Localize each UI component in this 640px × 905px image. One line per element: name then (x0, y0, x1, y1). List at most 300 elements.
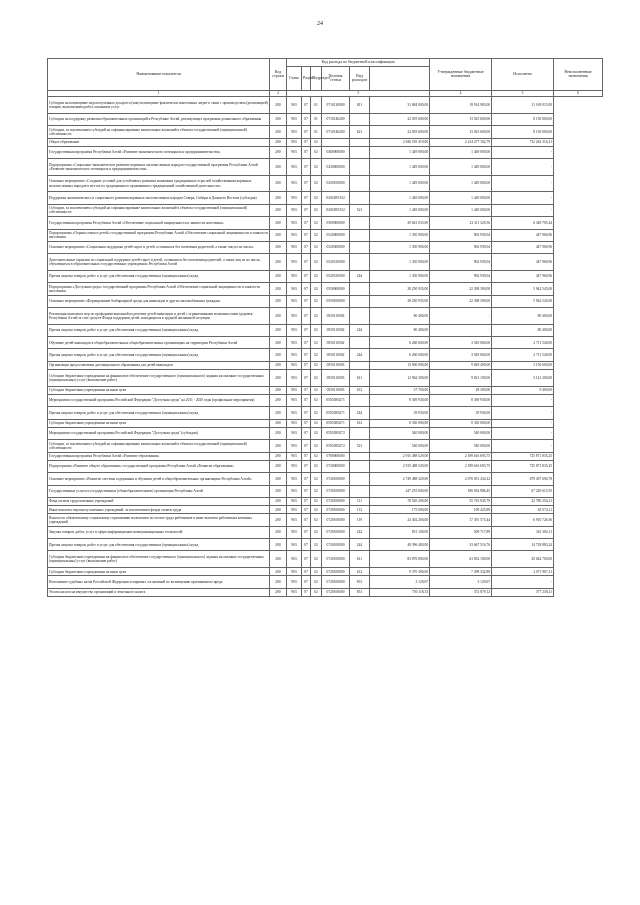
row-approved: 1 449 000,00 (370, 204, 430, 216)
row-target: 0720100000 (322, 551, 350, 568)
row-name: Государственная программа Республики Алтай «Развитие экономического потенциала и предпринимательства» (48, 146, 270, 158)
row-subsection: 02 (311, 324, 322, 336)
row-target: 0550110002 (322, 337, 350, 349)
row-unexecuted: - (492, 146, 554, 158)
row-name: Подпрограмма «Развитие общего образования» государственной программы Республики Алтай «Развитие образования» (48, 460, 270, 472)
row-executed: 2 189 616 693,75 (430, 460, 492, 472)
header-unexecuted: Неисполненные назначения (554, 59, 603, 91)
row-code: 200 (270, 576, 287, 588)
row-subsection: 02 (311, 217, 322, 229)
row-subsection: 02 (311, 473, 322, 485)
row-type: 811 (350, 97, 370, 114)
row-code: 200 (270, 386, 287, 394)
row-approved: 1 449 000,00 (370, 146, 430, 158)
row-target: 0430100000 (322, 175, 350, 192)
row-type (350, 175, 370, 192)
row-chapter: 903 (287, 159, 302, 176)
row-code: 200 (270, 407, 287, 419)
row-section: 07 (302, 204, 311, 216)
row-approved: 1 350 900,00 (370, 229, 430, 241)
row-name: Подпрограмма «Социально-экономическое развитие коренных малочисленных народов государственной программы Республики Алтай «Развитие экономического потенциала и предпринимательства» (48, 159, 270, 176)
table-row (48, 370, 603, 387)
table-body (48, 97, 603, 597)
row-executed: 2 070 051 434,22 (430, 473, 492, 485)
row-executed: 2 214 277 102,79 (430, 138, 492, 146)
table-row (48, 361, 603, 369)
row-code: 200 (270, 308, 287, 325)
table-row (48, 97, 603, 114)
row-chapter: 903 (287, 539, 302, 551)
row-name: Субсидии бюджетным учреждениям на финансовое обеспечение государственного (муниципального) задания на оказание государственных (муниципальных) услуг (выполнение работ) (48, 370, 270, 387)
row-type (350, 427, 370, 439)
row-chapter: 903 (287, 146, 302, 158)
row-type (350, 485, 370, 497)
row-section: 07 (302, 497, 311, 505)
row-approved: 1 449 000,00 (370, 192, 430, 204)
row-executed: 3 129,67 (430, 576, 492, 588)
row-type (350, 113, 370, 125)
table-row (48, 324, 603, 336)
table-row (48, 270, 603, 282)
header-name: Наименование показателя (48, 59, 270, 91)
row-subsection: 02 (311, 497, 322, 505)
table-row (48, 283, 603, 295)
row-unexecuted: 2 711 540,00 (492, 349, 554, 361)
row-subsection: 02 (311, 460, 322, 472)
row-type (350, 283, 370, 295)
row-code: 200 (270, 270, 287, 282)
row-section: 07 (302, 514, 311, 526)
row-subsection: 02 (311, 204, 322, 216)
row-code: 200 (270, 229, 287, 241)
row-type: 621 (350, 126, 370, 138)
row-unexecuted: - (492, 419, 554, 427)
table-row (48, 113, 603, 125)
header-type: Вид расходов (350, 66, 370, 90)
row-executed: 1 449 000,00 (430, 146, 492, 158)
table-row (48, 473, 603, 485)
row-chapter: 903 (287, 337, 302, 349)
row-chapter: 903 (287, 204, 302, 216)
row-name: Субсидии на поддержку развития образовательных организаций в Республике Алтай, реализующих программы дошкольного образования (48, 113, 270, 125)
row-subsection: 02 (311, 337, 322, 349)
row-code: 200 (270, 113, 287, 125)
row-approved: 83 876 800,00 (370, 551, 430, 568)
row-target: 0720100000 (322, 526, 350, 538)
row-subsection: 02 (311, 407, 322, 419)
row-code: 200 (270, 485, 287, 497)
row-executed: 23 311 329,56 (430, 217, 492, 229)
row-type (350, 394, 370, 406)
header-executed: Исполнено (492, 59, 554, 91)
row-name: Организация предоставления дистанционного образования для детей-инвалидов (48, 361, 270, 369)
row-target: 0520310000 (322, 270, 350, 282)
row-section: 07 (302, 485, 311, 497)
row-approved: 851 100,00 (370, 526, 430, 538)
row-code: 200 (270, 217, 287, 229)
row-unexecuted: 20 044 700,00 (492, 551, 554, 568)
row-executed: 902 939,04 (430, 254, 492, 271)
row-type (350, 146, 370, 158)
row-code: 200 (270, 159, 287, 176)
row-name: Реализация комплекса мер по профориентационной подготовке детей-инвалидов и детей с ограниченными возможностями здоровья Республики Алтай за счет средств Фонда поддержки детей, находящихся в трудной жизненной ситуации (48, 308, 270, 325)
row-subsection: 02 (311, 159, 322, 176)
row-chapter: 903 (287, 361, 302, 369)
row-section: 07 (302, 452, 311, 460)
row-code: 200 (270, 539, 287, 551)
table-row (48, 514, 603, 526)
row-target: 0520000000 (322, 229, 350, 241)
row-section: 07 (302, 349, 311, 361)
row-unexecuted: - (492, 576, 554, 588)
table-row (48, 568, 603, 576)
row-subsection: 01 (311, 126, 322, 138)
table-row (48, 175, 603, 192)
row-section: 07 (302, 370, 311, 387)
row-executed: 55 745 945,79 (430, 497, 492, 505)
row-target: 0710146200 (322, 113, 350, 125)
row-name: Уплата налога на имущество организаций и земельного налога (48, 588, 270, 596)
row-subsection: 02 (311, 394, 322, 406)
row-chapter: 903 (287, 407, 302, 419)
row-executed: 63 832 100,00 (430, 551, 492, 568)
row-target: 04301R5152 (322, 192, 350, 204)
row-type: 521 (350, 204, 370, 216)
row-chapter: 903 (287, 217, 302, 229)
row-section: 07 (302, 576, 311, 588)
row-name: Общее образование (48, 138, 270, 146)
row-subsection: 02 (311, 283, 322, 295)
row-section: 07 (302, 254, 311, 271)
row-type (350, 295, 370, 307)
row-code: 200 (270, 324, 287, 336)
row-subsection: 02 (311, 192, 322, 204)
row-chapter: 903 (287, 126, 302, 138)
row-executed: 2 189 616 693,75 (430, 452, 492, 460)
row-unexecuted: 65 574,11 (492, 506, 554, 514)
row-section: 07 (302, 407, 311, 419)
table-row (48, 337, 603, 349)
row-type: 851 (350, 588, 370, 596)
row-section: 07 (302, 270, 311, 282)
row-type: 112 (350, 506, 370, 514)
row-target: 0720100000 (322, 485, 350, 497)
row-name: Основное мероприятие «Социальная поддержка детей-сирот и детей, оставшихся без попечения родителей, а также лиц из их числа» (48, 241, 270, 253)
row-approved: 13 000 000,00 (370, 361, 430, 369)
header-approved: Утвержденные бюджетные назначения (430, 59, 492, 91)
row-approved: 1 449 000,00 (370, 175, 430, 192)
table-row (48, 576, 603, 588)
row-chapter: 903 (287, 97, 302, 114)
row-code: 200 (270, 138, 287, 146)
row-section: 07 (302, 146, 311, 158)
row-approved: 2 946 539 419,00 (370, 138, 430, 146)
row-approved: 29 661 035,00 (370, 217, 430, 229)
row-unexecuted: 14 728 883,24 (492, 539, 554, 551)
row-target: 0720100000 (322, 473, 350, 485)
row-subsection: 02 (311, 568, 322, 576)
row-section: 07 (302, 217, 311, 229)
row-code: 200 (270, 497, 287, 505)
row-chapter: 903 (287, 324, 302, 336)
row-executed: - (430, 324, 492, 336)
row-target: 0550110002 (322, 349, 350, 361)
row-chapter: 903 (287, 349, 302, 361)
row-type: 611 (350, 551, 370, 568)
row-name: Мероприятия государственной программы Российской Федерации "Доступная среда" (субсидия) (48, 427, 270, 439)
row-code: 200 (270, 241, 287, 253)
row-target: 05501R0272 (322, 427, 350, 439)
row-subsection: 02 (311, 427, 322, 439)
row-chapter: 903 (287, 460, 302, 472)
row-approved: 540 000,00 (370, 440, 430, 452)
row-type: 612 (350, 386, 370, 394)
table-row (48, 241, 603, 253)
row-code: 200 (270, 588, 287, 596)
row-target: 0430000000 (322, 159, 350, 176)
row-name: Государственные услуги и государственные (общеобразовательные) организации Республики Алтай (48, 485, 270, 497)
col-number: 4 (430, 90, 492, 97)
row-chapter: 903 (287, 270, 302, 282)
row-name: Поддержка экономического и социального развития коренных малочисленных народов Севера, Сибири и Дальнего Востока (субсидия) (48, 192, 270, 204)
row-approved: 80 400,00 (370, 324, 430, 336)
row-section: 07 (302, 539, 311, 551)
col-number: 3 (287, 90, 430, 97)
col-number: 6 (554, 90, 603, 97)
row-code: 200 (270, 473, 287, 485)
row-executed: 509 717,89 (430, 526, 492, 538)
row-subsection: 02 (311, 576, 322, 588)
row-name: Прочая закупка товаров, работ и услуг для обеспечения государственных (муниципальных) нужд (48, 270, 270, 282)
row-name: Фонд оплаты труда казенных учреждений (48, 497, 270, 505)
row-executed: 8 369 930,00 (430, 394, 492, 406)
row-executed: 1 449 000,00 (430, 159, 492, 176)
row-approved: 80 400,00 (370, 308, 430, 325)
row-target: 05501R0271 (322, 407, 350, 419)
row-section: 07 (302, 361, 311, 369)
row-section: 07 (302, 241, 311, 253)
row-code: 200 (270, 514, 287, 526)
row-chapter: 903 (287, 175, 302, 192)
row-subsection: 02 (311, 229, 322, 241)
row-code: 200 (270, 370, 287, 387)
row-type (350, 473, 370, 485)
row-executed: 180 034 986,45 (430, 485, 492, 497)
row-chapter: 903 (287, 440, 302, 452)
row-chapter: 903 (287, 394, 302, 406)
row-executed: 902 939,04 (430, 241, 492, 253)
row-code: 200 (270, 506, 287, 514)
row-approved: 2 915 488 529,00 (370, 452, 430, 460)
row-unexecuted: 80 400,00 (492, 324, 554, 336)
row-target: 0550110003 (322, 370, 350, 387)
row-chapter: 903 (287, 551, 302, 568)
row-subsection: 01 (311, 113, 322, 125)
table-row (48, 588, 603, 596)
row-section: 07 (302, 113, 311, 125)
row-type (350, 229, 370, 241)
col-number: 5 (492, 90, 554, 97)
row-unexecuted: 2 071 967,11 (492, 568, 554, 576)
row-chapter: 903 (287, 113, 302, 125)
row-subsection: 02 (311, 506, 322, 514)
row-chapter: 903 (287, 138, 302, 146)
row-chapter: 903 (287, 485, 302, 497)
row-target: 05501R0271 (322, 394, 350, 406)
table-row (48, 539, 603, 551)
row-section: 07 (302, 473, 311, 485)
row-target: 0550000000 (322, 283, 350, 295)
row-target: 0720100000 (322, 539, 350, 551)
row-approved: 1 350 900,00 (370, 254, 430, 271)
row-subsection: 02 (311, 440, 322, 452)
row-target: 0710146200 (322, 126, 350, 138)
table-row (48, 146, 603, 158)
row-executed: 8 330 000,00 (430, 419, 492, 427)
row-code: 200 (270, 126, 287, 138)
row-approved: 9 370 300,00 (370, 568, 430, 576)
row-target: 0550110002 (322, 324, 350, 336)
row-approved: 3 129,67 (370, 576, 430, 588)
row-code: 200 (270, 460, 287, 472)
row-approved: 1 350 900,00 (370, 270, 430, 282)
table-row (48, 204, 603, 216)
row-unexecuted: 8 130 000,00 (492, 126, 554, 138)
header-section: Раздел (302, 66, 311, 90)
row-section: 07 (302, 175, 311, 192)
table-row (48, 452, 603, 460)
row-code: 200 (270, 337, 287, 349)
row-section: 07 (302, 97, 311, 114)
row-name: Основное мероприятие «Создание условий для устойчивого развития экономики традиционных отраслей хозяйствования коренных малочисленных народов в местах их традиционного проживания и традиционной хозяйственной деятельности» (48, 175, 270, 192)
row-type: 611 (350, 370, 370, 387)
row-code: 200 (270, 419, 287, 427)
row-chapter: 903 (287, 192, 302, 204)
row-unexecuted: 732 262 316,21 (492, 138, 554, 146)
row-name: Прочая закупка товаров, работ и услуг для обеспечения государственных (муниципальных) нужд (48, 407, 270, 419)
row-target: 0710120000 (322, 97, 350, 114)
row-unexecuted: - (492, 175, 554, 192)
row-section: 07 (302, 192, 311, 204)
row-section: 07 (302, 427, 311, 439)
table-row (48, 485, 603, 497)
table-row (48, 427, 603, 439)
col-number: 2 (270, 90, 287, 97)
row-approved: 8 369 930,00 (370, 394, 430, 406)
row-section: 07 (302, 138, 311, 146)
row-executed: 28 300,00 (430, 386, 492, 394)
table-row (48, 308, 603, 325)
table-row (48, 192, 603, 204)
row-subsection: 02 (311, 175, 322, 192)
row-unexecuted: 447 960,96 (492, 229, 554, 241)
row-type: 244 (350, 539, 370, 551)
row-subsection: 02 (311, 361, 322, 369)
row-target: 0500000000 (322, 217, 350, 229)
table-row (48, 386, 603, 394)
row-subsection: 02 (311, 295, 322, 307)
row-approved: 1 449 000,00 (370, 159, 430, 176)
row-unexecuted: 447 960,96 (492, 270, 554, 282)
row-unexecuted: 447 960,96 (492, 241, 554, 253)
row-code: 200 (270, 192, 287, 204)
row-target: 04301R5152 (322, 204, 350, 216)
row-name: Прочая закупка товаров, работ и услуг для обеспечения государственных (муниципальных) нужд (48, 324, 270, 336)
row-section: 07 (302, 308, 311, 325)
row-approved: 22 055 600,00 (370, 113, 430, 125)
row-subsection: 02 (311, 514, 322, 526)
row-type: 612 (350, 419, 370, 427)
row-unexecuted: 377 239,21 (492, 588, 554, 596)
row-unexecuted: - (492, 427, 554, 439)
row-name: Субсидии, за исключением субсидий на софинансирование капитальных вложений в объекты государственной (муниципальной) собственности (48, 126, 270, 138)
table-row (48, 460, 603, 472)
row-chapter: 903 (287, 497, 302, 505)
row-type (350, 308, 370, 325)
row-approved: 22 055 600,00 (370, 126, 430, 138)
row-target: 0550110003 (322, 361, 350, 369)
row-section: 07 (302, 588, 311, 596)
row-chapter: 903 (287, 308, 302, 325)
row-unexecuted: 11 169 015,00 (492, 97, 554, 114)
row-chapter: 903 (287, 588, 302, 596)
row-target: 05501R0271 (322, 419, 350, 427)
row-chapter: 903 (287, 254, 302, 271)
row-chapter: 903 (287, 576, 302, 588)
row-chapter: 903 (287, 283, 302, 295)
row-executed: 1 449 000,00 (430, 175, 492, 192)
row-chapter: 903 (287, 473, 302, 485)
row-chapter: 903 (287, 229, 302, 241)
row-section: 07 (302, 568, 311, 576)
row-subsection: 01 (311, 97, 322, 114)
row-code: 200 (270, 551, 287, 568)
row-chapter: 903 (287, 295, 302, 307)
row-type: 244 (350, 349, 370, 361)
row-unexecuted: - (492, 440, 554, 452)
row-code: 200 (270, 175, 287, 192)
row-unexecuted: - (492, 204, 554, 216)
row-name: Субсидии, за исключением субсидий на софинансирование капитальных вложений в объекты государственной (муниципальной) собственности (48, 440, 270, 452)
row-type: 111 (350, 497, 370, 505)
header-code: Код строки (270, 59, 287, 91)
row-subsection: 02 (311, 588, 322, 596)
row-section: 07 (302, 324, 311, 336)
row-type: 119 (350, 514, 370, 526)
header-chapter: Глава (287, 66, 302, 90)
table-row (48, 394, 603, 406)
row-executed: 540 000,00 (430, 440, 492, 452)
row-executed: 13 925 600,00 (430, 126, 492, 138)
row-name: Обучение детей-инвалидов в общеобразовательных общеобразовательных организациях на территории Республики Алтай (48, 337, 270, 349)
row-subsection: 02 (311, 370, 322, 387)
row-unexecuted: 341 382,11 (492, 526, 554, 538)
row-unexecuted: 679 437 694,78 (492, 473, 554, 485)
row-type (350, 460, 370, 472)
row-subsection: 02 (311, 526, 322, 538)
row-executed: 3 549 060,00 (430, 349, 492, 361)
row-unexecuted: 725 871 835,25 (492, 452, 554, 460)
row-executed: 1 449 000,00 (430, 192, 492, 204)
row-subsection: 02 (311, 270, 322, 282)
row-section: 07 (302, 283, 311, 295)
row-subsection: 02 (311, 138, 322, 146)
row-name: Взносы по обязательному социальному страхованию на выплаты по оплате труда работников и иные выплаты работникам казенных учреждений (48, 514, 270, 526)
row-unexecuted: 5 942 545,00 (492, 283, 554, 295)
row-executed: 13 925 600,00 (430, 113, 492, 125)
row-unexecuted: 725 871 835,25 (492, 460, 554, 472)
row-executed: 902 939,04 (430, 270, 492, 282)
